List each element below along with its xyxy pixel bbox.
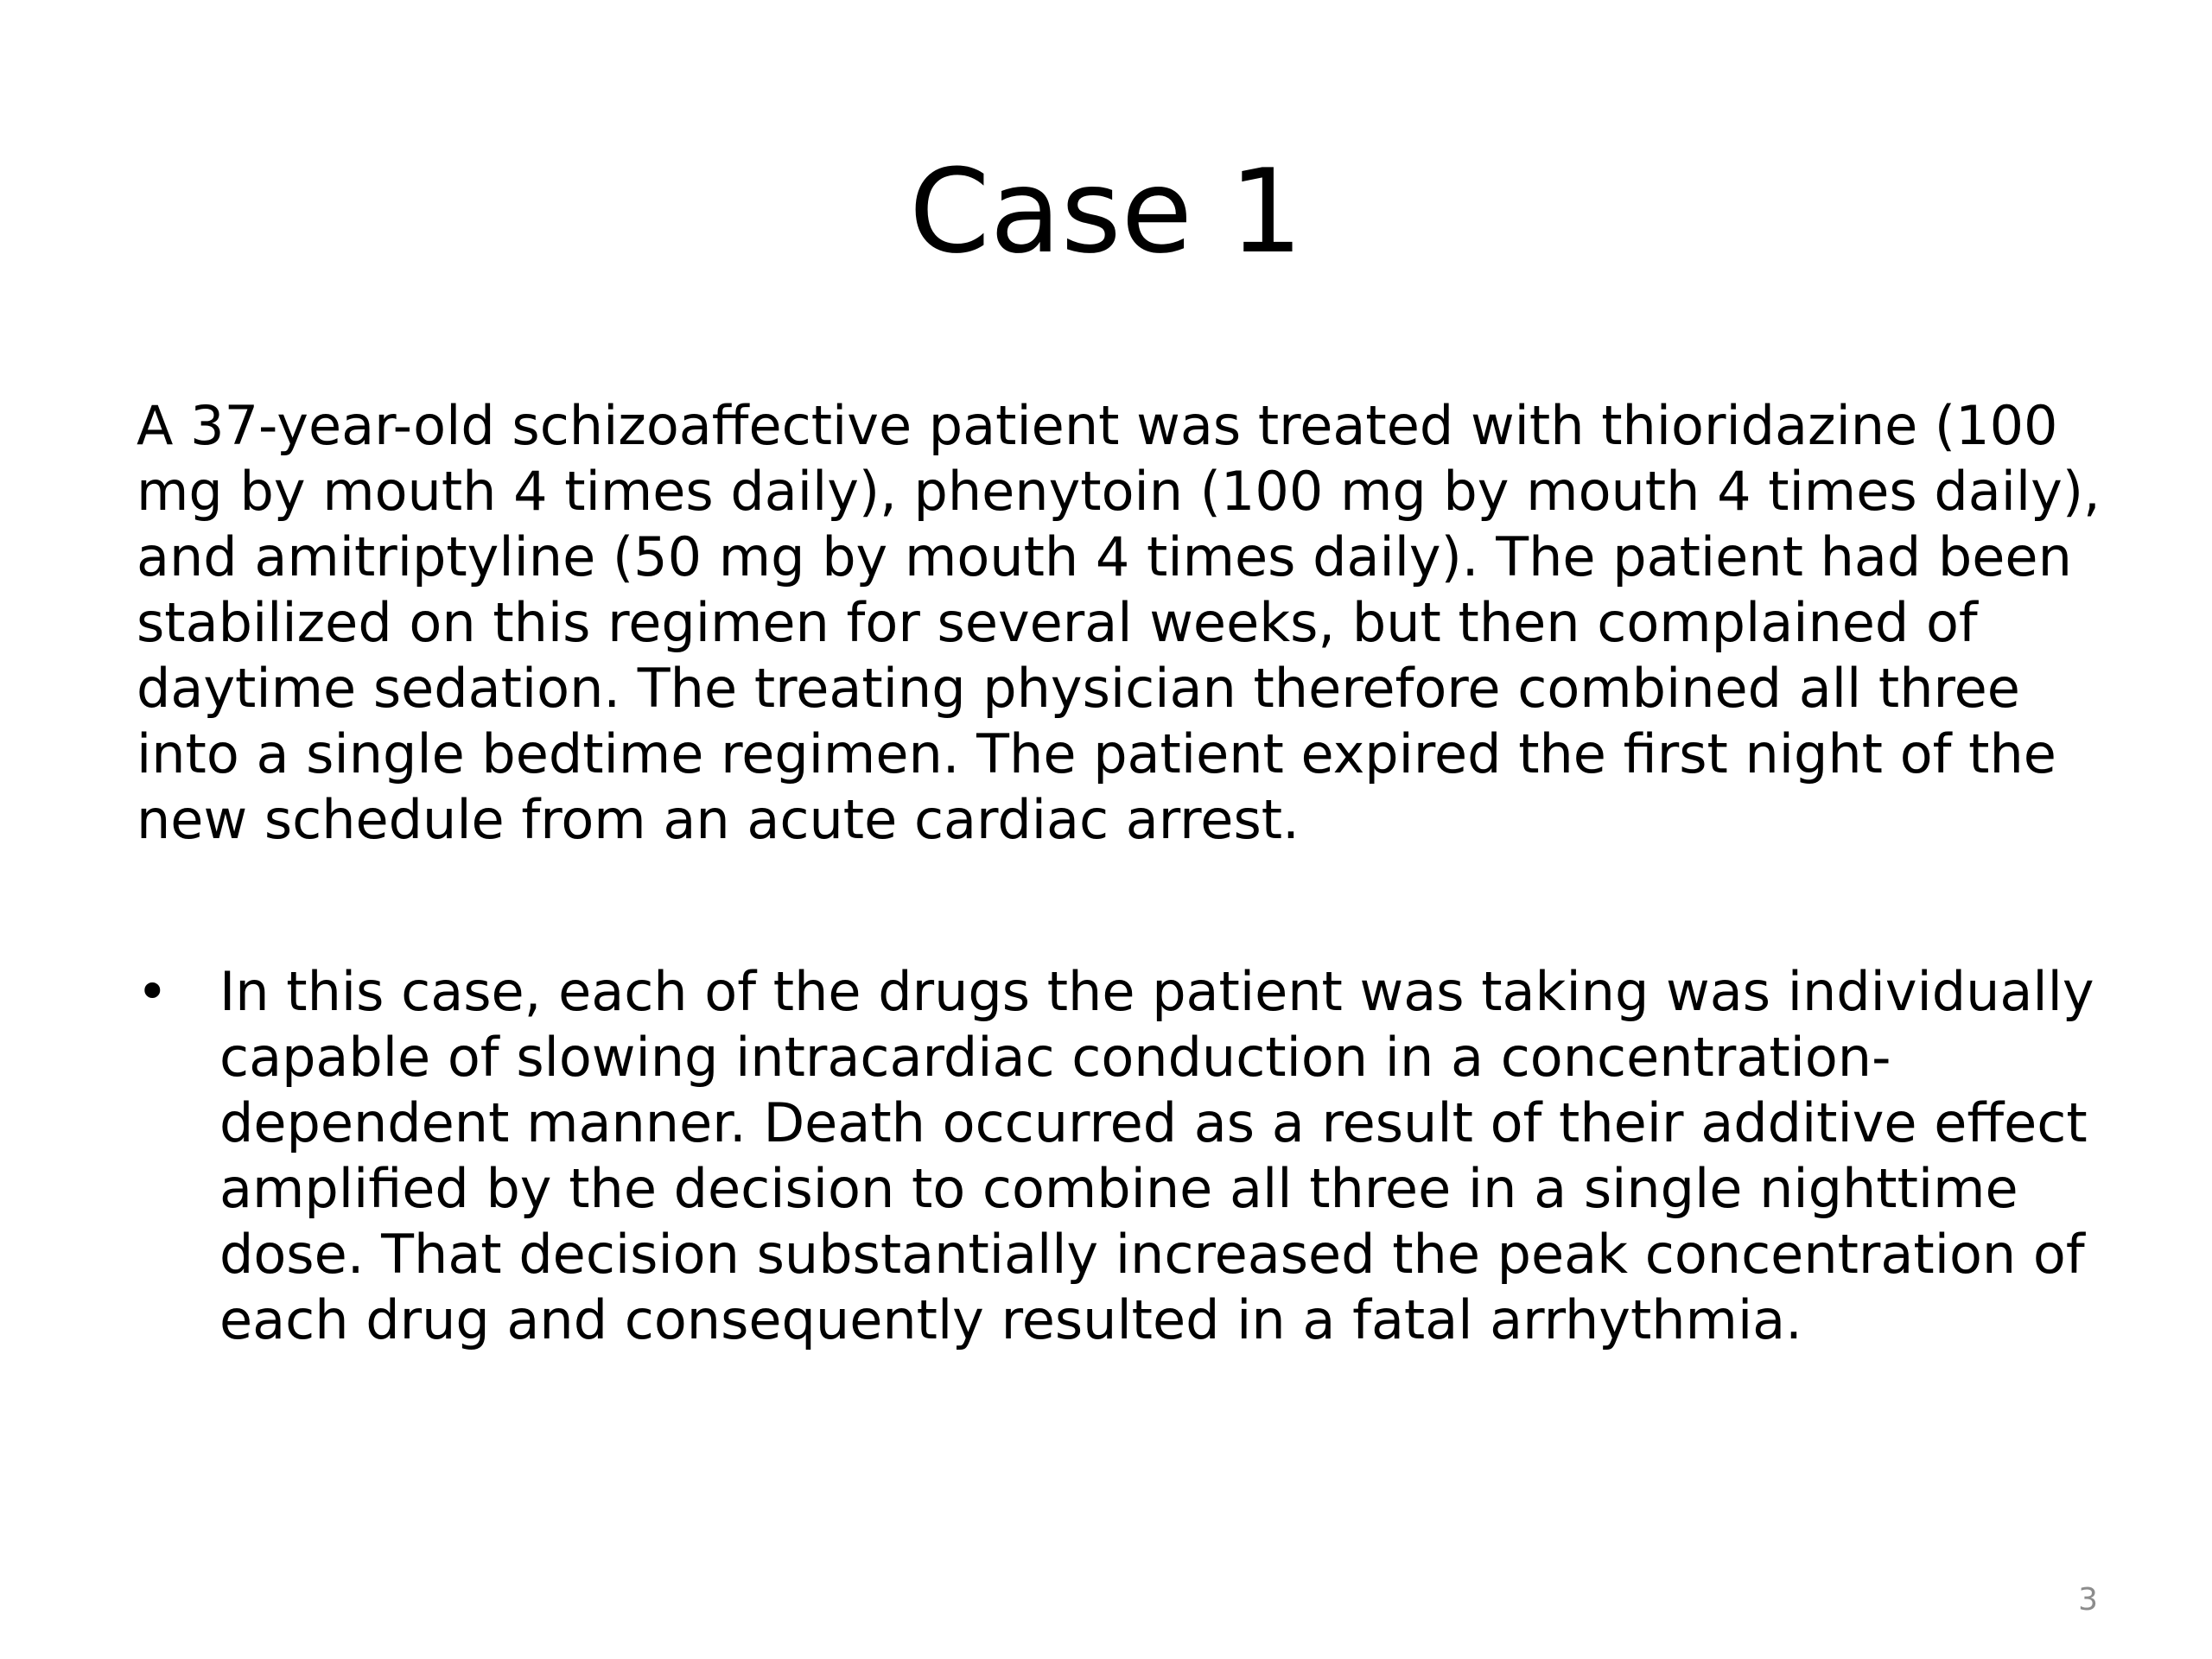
bullet-icon: • xyxy=(137,960,168,1023)
slide-body xyxy=(137,393,2133,1351)
bullet-list xyxy=(137,959,2133,1353)
bullet-item xyxy=(137,959,2133,1353)
case-description-paragraph: A 37-year-old schizoaffective patient was treated with thioridazine (100 mg by mouth 4 times daily), phenytoin (100 mg by mouth 4 times daily), and amitriptyline (50 mg by mouth 4 times daily). The patient had been stabilized on this regimen for several weeks, but then complained of daytime sedation. The treating physician therefore combined all three into a single bedtime regimen. The patient expired the first night of the new schedule from an acute cardiac arrest. xyxy=(137,394,2101,851)
slide-number: 3 xyxy=(2078,1582,2098,1618)
bullet-text: In this case, each of the drugs the patient was taking was individually capable of slowing intracardiac conduction in a concentration-dependent manner. Death occurred as a result of their additive effect amplified by the decision to combine all three in a single nighttime dose. That decision substantially increased the peak concentration of each drug and consequently resulted in a fatal arrhythmia. xyxy=(219,960,2094,1351)
slide-title: Case 1 xyxy=(909,144,1303,279)
